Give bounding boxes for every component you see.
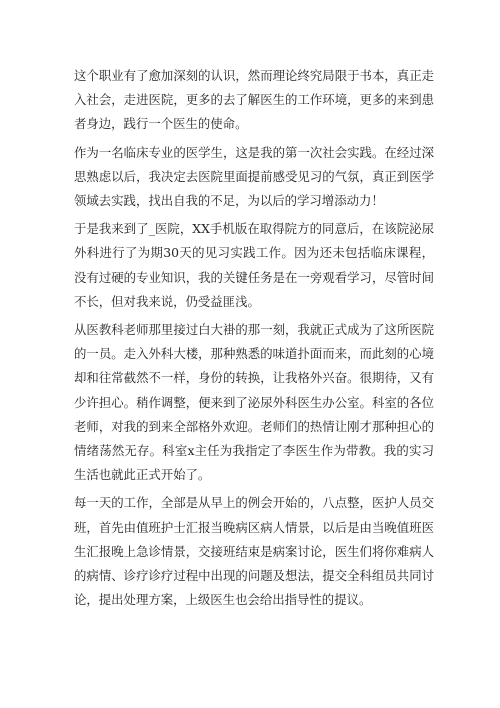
paragraph-1: 这个职业有了愈加深刻的认识，然而理论终究局限于书本，真正走入社会，走进医院，更多的去了解医生的工作环境，更多的来到患者身边，践行一个医生的使命。 — [74, 68, 434, 132]
paragraph-4: 从医教科老师那里接过白大褂的那一刻，我就正式成为了这所医院的一员。走入外科大楼，那种熟悉的味道扑面而来，而此刻的心境却和往常截然不一样，身份的转换，让我格外兴奋。很期待，又有少许担心。稍作调整，便来到了泌尿外科医生办公室。科室的各位老师，对我的到来全部格外欢迎。老师们的热情让刚才那种担心的情绪荡然无存。科室x主任为我指定了李医生作为带教。我的实习生活也就此正式开始了。 — [74, 322, 434, 483]
paragraph-3: 于是我来到了_医院，XX手机版在取得院方的同意后，在该院泌尿外科进行了为期30天的见习实践工作。因为还未包括临床课程，没有过硬的专业知识，我的关键任务是在一旁观看学习，尽管时间不长，但对我来说，仍受益匪浅。 — [74, 221, 434, 309]
paragraph-5: 每一天的工作，全部是从早上的例会开始的，八点整，医护人员交班，首先由值班护士汇报当晚病区病人情景，以后是由当晚值班医生汇报晚上急诊情景，交接班结束是病案讨论，医生们将你难病人的病情、诊疗诊疗过程中出现的问题及想法，提交全科组员共同讨论，提出处理方案，上级医生也会给出指导性的提议。 — [74, 495, 434, 608]
paragraph-2: 作为一名临床专业的医学生，这是我的第一次社会实践。在经过深思熟虑以后，我决定去医院里面提前感受见习的气氛，真正到医学领域去实践，找出自我的不足，为以后的学习增添动力！ — [74, 144, 434, 209]
document-body — [74, 64, 434, 616]
